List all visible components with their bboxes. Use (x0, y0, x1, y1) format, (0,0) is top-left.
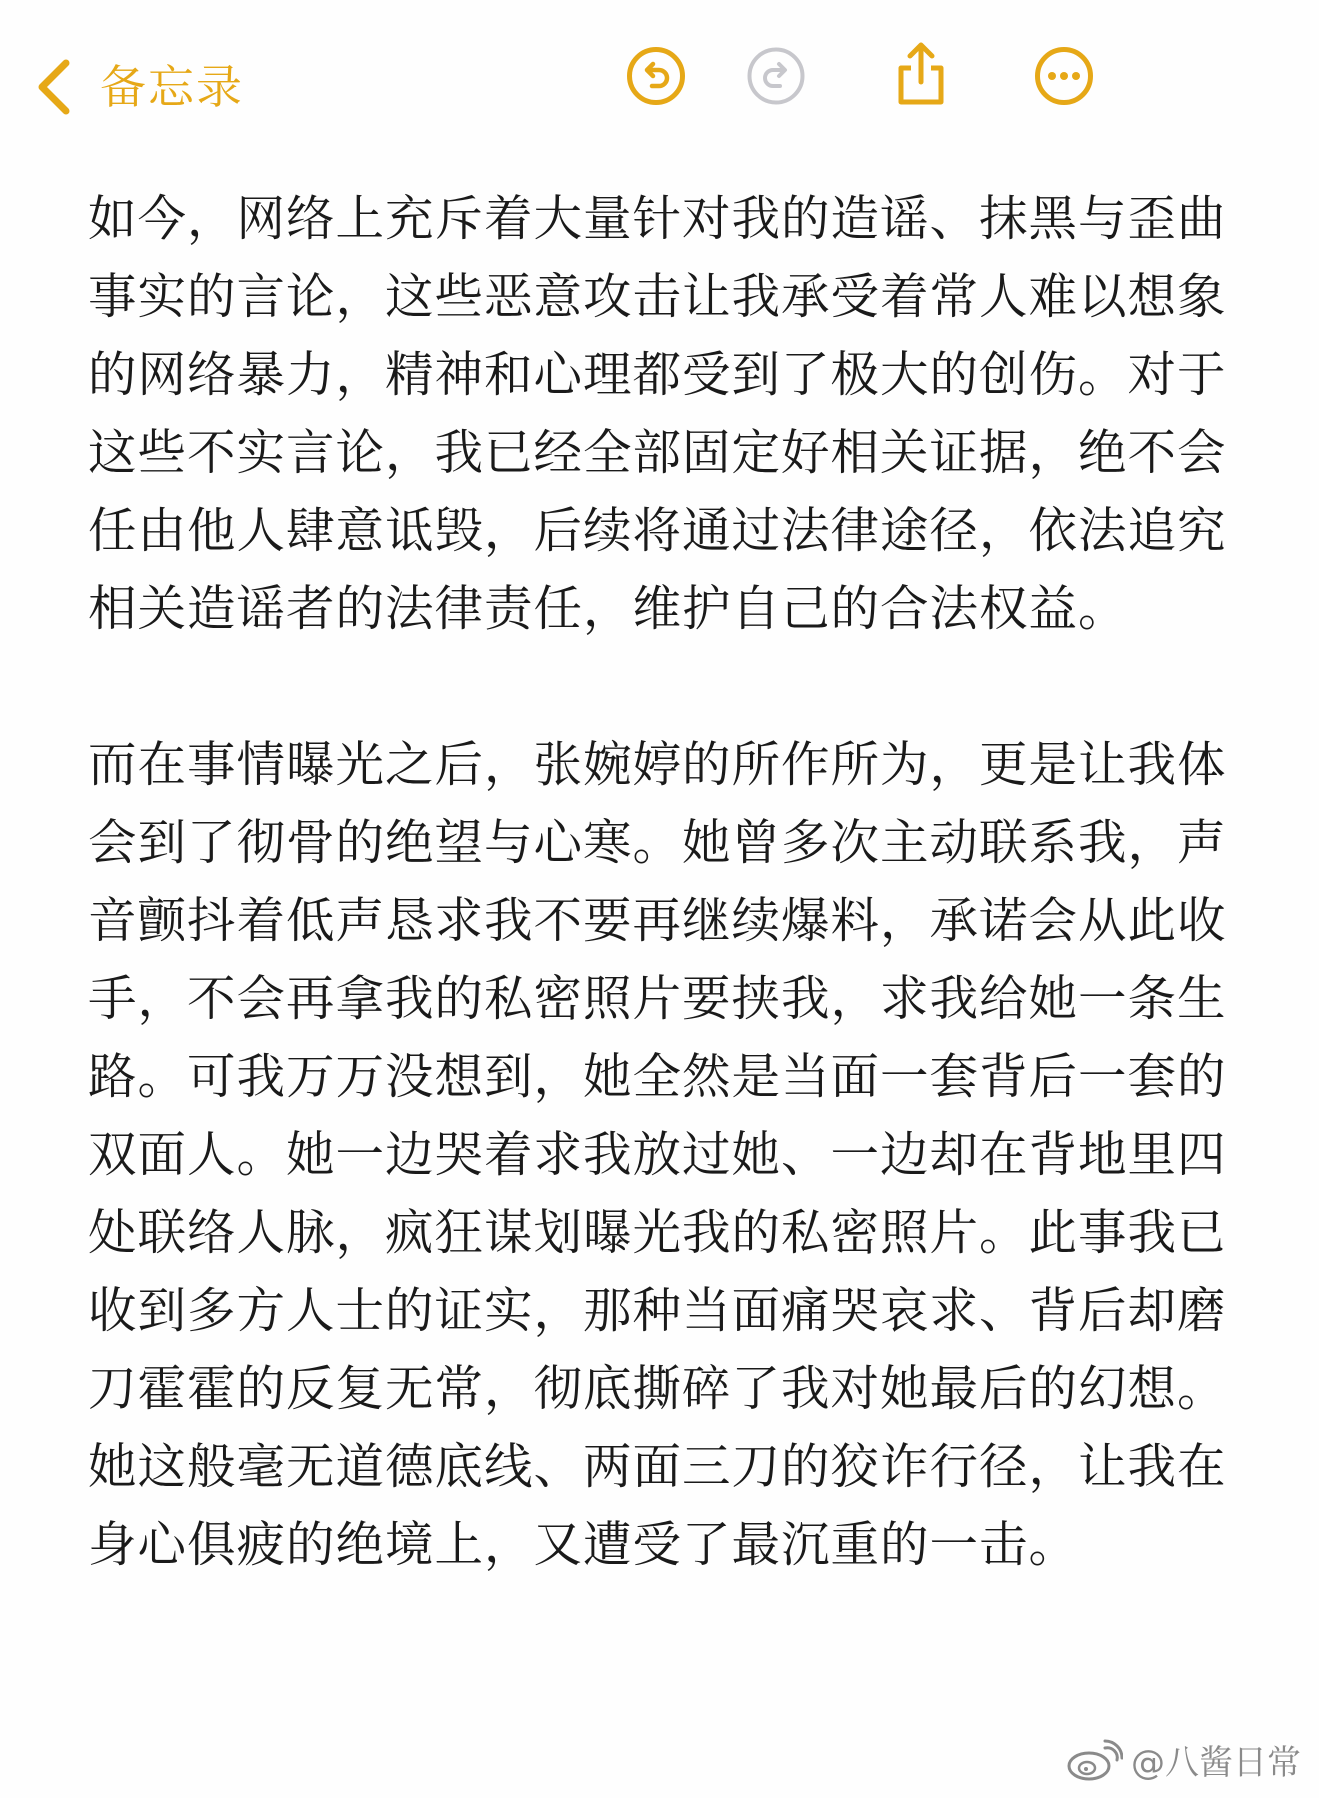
more-icon (1034, 46, 1094, 106)
undo-button[interactable] (626, 46, 686, 106)
note-paragraph-1: 如今，网络上充斥着大量针对我的造谣、抹黑与歪曲事实的言论，这些恶意攻击让我承受着常人难以想象的网络暴力，精神和心理都受到了极大的创伤。对于这些不实言论，我已经全部固定好相关证据，绝不会任由他人肆意诋毁，后续将通过法律途径，依法追究相关造谣者的法律责任，维护自己的合法权益。 (88, 191, 1227, 637)
share-icon (894, 40, 948, 108)
note-body[interactable] (88, 180, 1238, 1584)
undo-icon (626, 46, 686, 106)
weibo-watermark (1065, 1735, 1301, 1784)
weibo-logo-icon (1065, 1738, 1123, 1782)
redo-icon (746, 46, 806, 106)
share-button[interactable] (894, 40, 948, 108)
watermark-text: @八酱日常 (1131, 1743, 1301, 1783)
chevron-left-icon (36, 59, 72, 115)
notes-toolbar (0, 0, 1319, 170)
back-label: 备忘录 (100, 60, 244, 114)
more-button[interactable] (1034, 46, 1094, 106)
redo-button[interactable] (746, 46, 806, 106)
note-paragraph-2: 而在事情曝光之后，张婉婷的所作所为，更是让我体会到了彻骨的绝望与心寒。她曾多次主动联系我，声音颤抖着低声恳求我不要再继续爆料，承诺会从此收手，不会再拿我的私密照片要挟我，求我给她一条生路。可我万万没想到，她全然是当面一套背后一套的双面人。她一边哭着求我放过她、一边却在背地里四处联络人脉，疯狂谋划曝光我的私密照片。此事我已收到多方人士的证实，那种当面痛哭哀求、背后却磨刀霍霍的反复无常，彻底撕碎了我对她最后的幻想。她这般毫无道德底线、两面三刀的狡诈行径，让我在身心俱疲的绝境上，又遭受了最沉重的一击。 (88, 737, 1227, 1573)
back-button[interactable] (36, 52, 244, 122)
paragraph-spacer (88, 648, 1238, 726)
